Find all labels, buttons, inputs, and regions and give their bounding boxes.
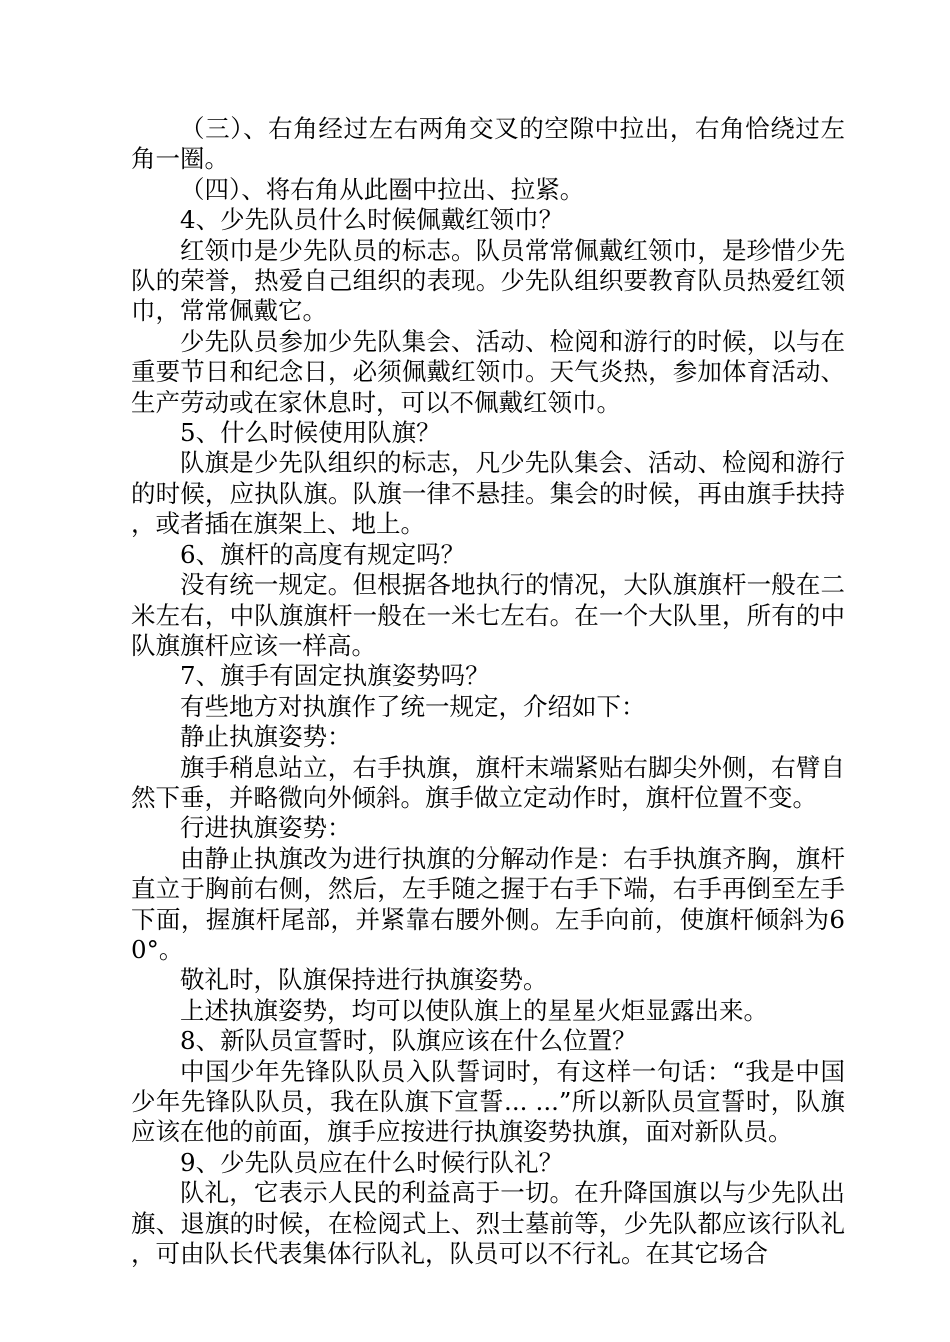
question-5-heading: 5、什么时候使用队旗？ [180, 418, 441, 448]
paragraph-fold-step-3: （三）、右角经过左右两角交叉的空隙中拉出，右角恰绕过左角一圈。 [131, 114, 845, 174]
answer-6-paragraph: 没有统一规定。但根据各地执行的情况，大队旗旗杆一般在二米左右，中队旗旗杆一般在一米七左右。在一个大队里，所有的中队旗旗杆应该一样高。 [131, 570, 845, 660]
posture-summary-text: 上述执旗姿势，均可以使队旗上的星星火炬显露出来。 [180, 995, 768, 1025]
question-9-heading: 9、少先队员应在什么时候行队礼？ [180, 1147, 564, 1177]
answer-4-paragraph-2: 少先队员参加少先队集会、活动、检阅和游行的时候，以与在重要节日和纪念日，必须佩戴红领巾。天气炎热，参加体育活动、生产劳动或在家休息时，可以不佩戴红领巾。 [131, 326, 845, 417]
question-6-heading: 6、旗杆的高度有规定吗？ [180, 539, 466, 569]
question-8-heading: 8、新队员宣誓时，队旗应该在什么位置？ [180, 1026, 637, 1056]
question-4-heading: 4、少先队员什么时候佩戴红领巾？ [180, 205, 564, 235]
marching-flag-posture-text: 由静止执旗改为进行执旗的分解动作是：右手执旗齐胸，旗杆直立于胸前右侧，然后，左手随之握于右手下端，右手再倒至左手下面，握旗杆尾部，并紧靠右腰外侧。左手向前，使旗杆倾斜为60°。 [131, 843, 845, 964]
answer-9-paragraph: 队礼，它表示人民的利益高于一切。在升降国旗以与少先队出旗、退旗的时候，在检阅式上、烈士墓前等，少先队都应该行队礼，可由队长代表集体行队礼，队员可以不行礼。在其它场合 [131, 1178, 845, 1269]
document-page [131, 114, 845, 1269]
salute-posture-text: 敬礼时，队旗保持进行执旗姿势。 [180, 965, 548, 995]
answer-4-paragraph-1: 红领巾是少先队员的标志。队员常常佩戴红领巾，是珍惜少先队的荣誉，热爱自己组织的表现。少先队组织要教育队员热爱红领巾，常常佩戴它。 [131, 235, 845, 326]
answer-5-paragraph: 队旗是少先队组织的标志，凡少先队集会、活动、检阅和游行的时候，应执队旗。队旗一律不悬挂。集会的时候，再由旗手扶持，或者插在旗架上、地上。 [131, 448, 845, 539]
static-flag-posture-text: 旗手稍息站立，右手执旗，旗杆末端紧贴右脚尖外侧，右臂自然下垂，并略微向外倾斜。旗手做立定动作时，旗杆位置不变。 [131, 752, 845, 812]
marching-flag-posture-heading: 行进执旗姿势： [180, 813, 352, 843]
answer-8-paragraph: 中国少年先锋队队员入队誓词时，有这样一句话：“我是中国少年先锋队队员，我在队旗下宣誓... ...”所以新队员宣誓时，队旗应该在他的前面，旗手应按进行执旗姿势执旗，面对新队员。 [131, 1056, 845, 1147]
answer-7-intro: 有些地方对执旗作了统一规定，介绍如下： [180, 691, 646, 721]
static-flag-posture-heading: 静止执旗姿势： [180, 722, 352, 752]
paragraph-fold-step-4: （四）、将右角从此圈中拉出、拉紧。 [180, 174, 585, 204]
question-7-heading: 7、旗手有固定执旗姿势吗？ [180, 661, 490, 691]
